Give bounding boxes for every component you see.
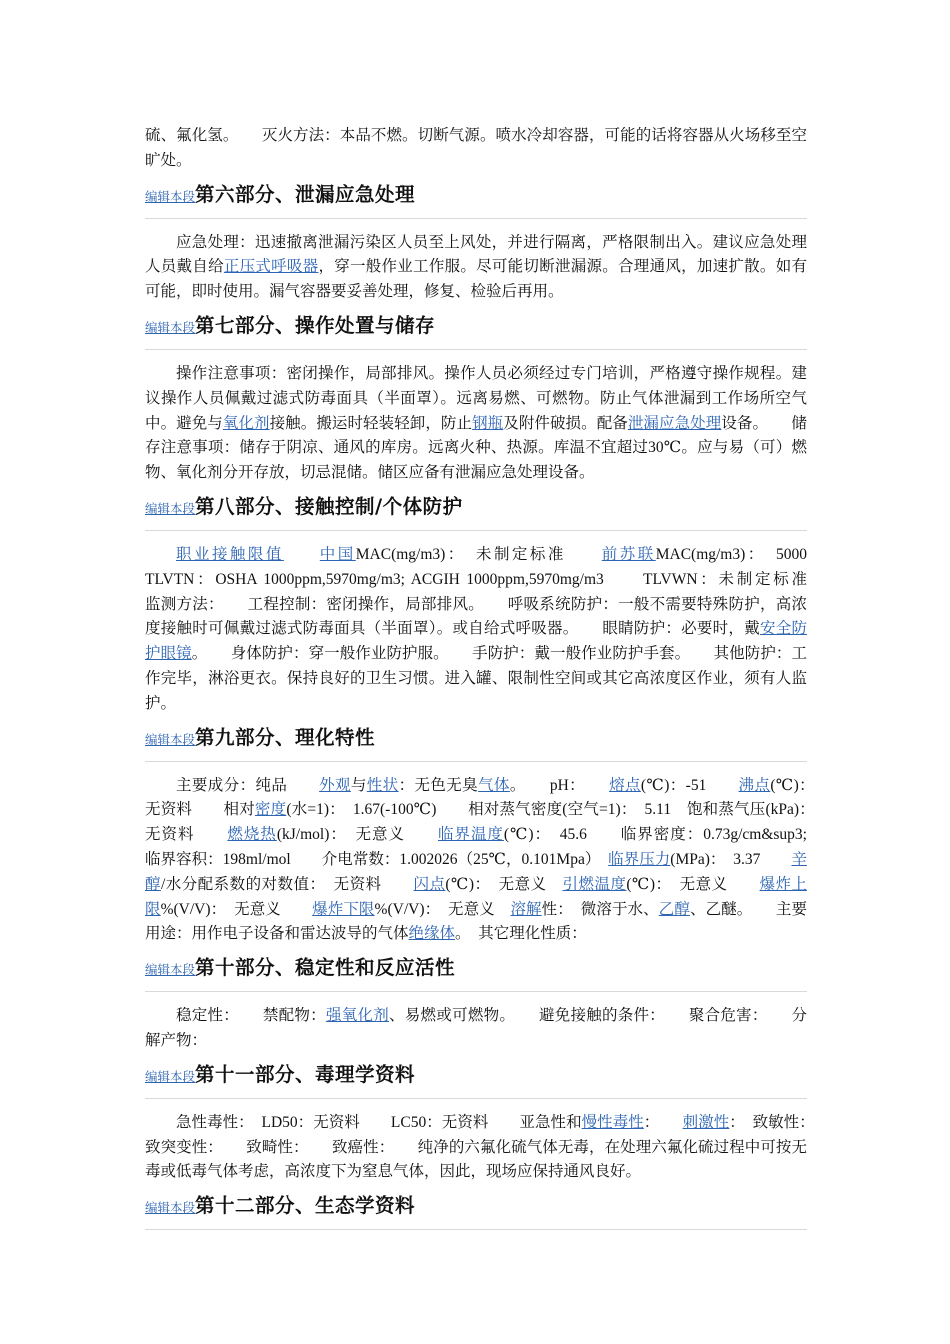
link-leak-emergency[interactable]: 泄漏应急处理: [627, 414, 722, 432]
link-flash-point[interactable]: 闪点: [413, 875, 446, 893]
section-6-body: 应急处理：迅速撤离泄漏污染区人员至上风处，并进行隔离，严格限制出入。建议应急处理人员戴自给正压式呼吸器，穿一般作业工作服。尽可能切断泄漏源。合理通风，加速扩散。如有可能，即时使用。漏气容器要妥善处理，修复、检验后再用。: [145, 233, 807, 301]
link-boiling-point[interactable]: 沸点: [738, 776, 771, 794]
link-density[interactable]: 密度: [254, 801, 287, 819]
link-soviet[interactable]: 前苏联: [601, 545, 656, 563]
section-heading-6: [145, 180, 807, 210]
link-ignition-temperature[interactable]: 引燃温度: [562, 875, 627, 893]
link-lower-explosive-limit[interactable]: 爆炸下限: [312, 900, 375, 918]
section-title: 第九部分、理化特性: [195, 725, 376, 749]
section-title: 第八部分、接触控制/个体防护: [195, 494, 463, 518]
divider: [145, 761, 807, 762]
section-title: 第十二部分、生态学资料: [195, 1194, 416, 1218]
section-heading-9: [145, 723, 807, 753]
divider: [145, 1098, 807, 1099]
link-upper-explosive-limit[interactable]: 爆炸上限: [145, 875, 807, 918]
link-ethanol[interactable]: 乙醇: [658, 900, 690, 918]
link-safety-goggles[interactable]: 安全防护眼镜: [145, 620, 807, 663]
link-properties[interactable]: 性状: [366, 776, 399, 794]
link-strong-oxidizer[interactable]: 强氧化剂: [325, 1007, 390, 1025]
edit-section-link[interactable]: 编辑本段: [145, 501, 196, 516]
section-heading-10: [145, 953, 807, 983]
section-8-body: 职业接触限值 中国MAC(mg/m3)： 未制定标准 前苏联MAC(mg/m3)： 5000 TLVTN：OSHA 1000ppm,5970mg/m3; ACGIH 1000ppm,5970mg/m3 TLVWN：未制定标准 监测方法： 工程控制：密闭操作，局部排风。 呼吸系统防护：一般不需要特殊防护，高浓度接触时可佩戴过滤式防毒面具（半面罩）。或自给式呼吸器。 眼睛防护：必要时，戴安全防护眼镜。 身体防护：穿一般作业防护服。 手防护：戴一般作业防护手套。 其他防护：工作完毕，淋浴更衣。保持良好的卫生习惯。进入罐、限制性空间或其它高浓度区作业，须有人监护。: [145, 545, 839, 712]
section-heading-11: [145, 1060, 807, 1090]
document-page: [145, 124, 839, 1242]
link-critical-temperature[interactable]: 临界温度: [437, 826, 504, 844]
link-melting-point[interactable]: 熔点: [609, 776, 641, 794]
section-10-body: 稳定性： 禁配物：强氧化剂、易燃或可燃物。 避免接触的条件： 聚合危害： 分解产物：: [145, 1007, 807, 1049]
section-heading-12: [145, 1191, 807, 1221]
divider: [145, 349, 807, 350]
link-respirator[interactable]: 正压式呼吸器: [223, 258, 319, 276]
link-steel-cylinder[interactable]: 钢瓶: [472, 414, 504, 432]
section-title: 第十部分、稳定性和反应活性: [195, 956, 456, 980]
link-heat-of-combustion[interactable]: 燃烧热: [227, 826, 277, 844]
divider: [145, 991, 807, 992]
link-gas[interactable]: 气体: [478, 776, 510, 794]
edit-section-link[interactable]: 编辑本段: [145, 320, 196, 335]
link-oxidizer[interactable]: 氧化剂: [222, 414, 270, 432]
section-9-body: 主要成分：纯品 外观与性状：无色无臭气体。 pH： 熔点(℃)：-51 沸点(℃)： 无资料 相对密度(水=1)： 1.67(-100℃) 相对蒸气密度(空气=1)： 5.11 饱和蒸气压(kPa)： 无资料 燃烧热(kJ/mol)： 无意义 临界温度(℃)： 45.6 临界密度：0.73g/cm&sup3; 临界容积：198ml/mol 介电常数：1.002026（25℃，0.101Mpa） 临界压力(MPa)： 3.37 辛醇/水分配系数的对数值： 无资料 闪点(℃)： 无意义 引燃温度(℃)： 无意义 爆炸上限%(V/V)： 无意义 爆炸下限%(V/V)： 无意义 溶解性： 微溶于水、乙醇、乙醚。 主要用途：用作电子设备和雷达波导的气体绝缘体。 其它理化性质：: [145, 776, 838, 943]
edit-section-link[interactable]: 编辑本段: [145, 1201, 196, 1216]
link-exposure-limit[interactable]: 职业接触限值: [176, 545, 284, 563]
edit-section-link[interactable]: 编辑本段: [145, 732, 196, 747]
divider: [145, 1229, 807, 1230]
section-title: 第七部分、操作处置与储存: [195, 313, 436, 337]
edit-section-link[interactable]: 编辑本段: [145, 1069, 196, 1084]
edit-section-link[interactable]: 编辑本段: [145, 963, 196, 978]
link-china[interactable]: 中国: [319, 545, 356, 563]
link-critical-pressure[interactable]: 临界压力: [608, 850, 671, 868]
link-irritation[interactable]: 刺激性: [682, 1113, 730, 1131]
edit-section-link[interactable]: 编辑本段: [145, 189, 196, 204]
divider: [145, 218, 807, 219]
section-11-body: 急性毒性： LD50：无资料 LC50：无资料 亚急性和慢性毒性： 刺激性： 致敏性： 致突变性： 致畸性： 致癌性： 纯净的六氟化硫气体无毒，在处理六氟化硫过程中可按无毒或低毒气体考虑，高浓度下为窒息气体，因此，现场应保持通风良好。: [145, 1113, 838, 1181]
fire-fighting-continued: 硫、氟化氢。 灭火方法：本品不燃。切断气源。喷水冷却容器，可能的话将容器从火场移至空旷处。: [145, 127, 807, 169]
link-octanol[interactable]: 辛醇: [145, 850, 807, 893]
link-insulator[interactable]: 绝缘体: [408, 925, 456, 943]
section-heading-7: [145, 311, 807, 341]
section-7-body: 操作注意事项：密闭操作，局部排风。操作人员必须经过专门培训，严格遵守操作规程。建议操作人员佩戴过滤式防毒面具（半面罩）。远离易燃、可燃物。防止气体泄漏到工作场所空气中。避免与氧化剂接触。搬运时轻装轻卸，防止钢瓶及附件破损。配备泄漏应急处理设备。 储存注意事项：储存于阴凉、通风的库房。远离火种、热源。库温不宜超过30℃。应与易（可）燃物、氧化剂分开存放，切忌混储。储区应备有泄漏应急处理设备。: [145, 364, 807, 482]
divider: [145, 530, 807, 531]
link-chronic-toxicity[interactable]: 慢性毒性: [581, 1113, 644, 1131]
link-solubility[interactable]: 溶解: [510, 900, 542, 918]
link-appearance[interactable]: 外观: [319, 776, 351, 794]
section-title: 第六部分、泄漏应急处理: [195, 182, 416, 206]
section-title: 第十一部分、毒理学资料: [195, 1062, 416, 1086]
section-heading-8: [145, 492, 807, 522]
